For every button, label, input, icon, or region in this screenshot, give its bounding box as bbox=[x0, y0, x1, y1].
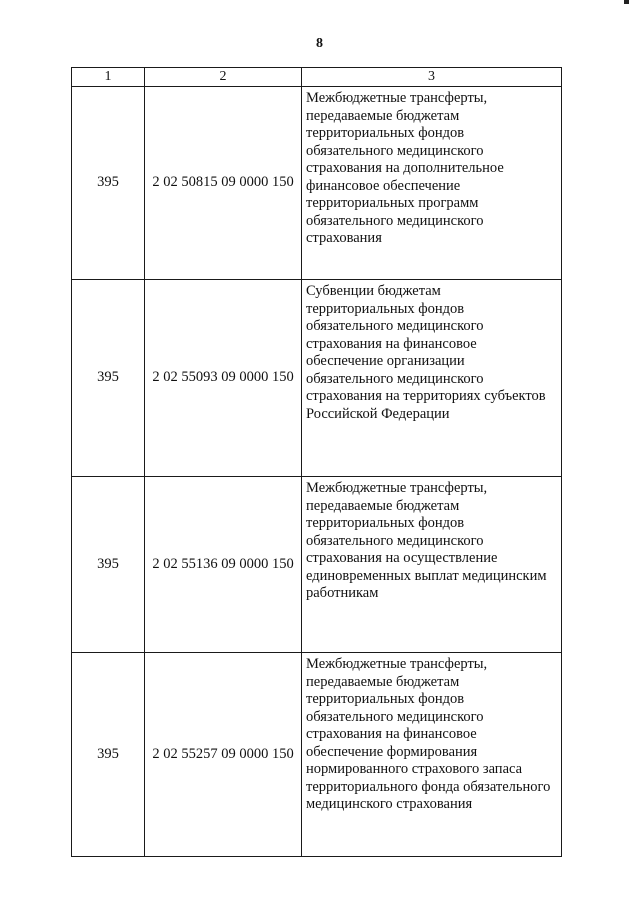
name-line: обязательного медицинского bbox=[306, 370, 484, 387]
name-line: страхования на осуществление bbox=[306, 550, 498, 566]
name-line: страхования bbox=[306, 230, 382, 246]
name-line: Межбюджетные трансферты, bbox=[306, 656, 488, 672]
table-row bbox=[72, 477, 562, 653]
name-line: финансовое обеспечение bbox=[306, 177, 461, 194]
column-number-2: 2 bbox=[145, 68, 302, 87]
name-line: обеспечение формирования bbox=[306, 743, 478, 760]
column-number-3: 3 bbox=[302, 68, 562, 87]
income-name-cell bbox=[302, 280, 562, 477]
name-line: территориальных фондов bbox=[306, 125, 465, 141]
name-line: территориального фонда обязательного bbox=[306, 778, 551, 795]
name-line: обязательного медицинского bbox=[306, 532, 484, 549]
page-number: 8 bbox=[316, 36, 323, 51]
name-line: работникам bbox=[306, 585, 379, 601]
name-line: медицинского страхования bbox=[306, 796, 473, 812]
name-line: обязательного медицинского bbox=[306, 142, 484, 159]
name-line: территориальных фондов bbox=[306, 515, 465, 531]
admin-code-cell: 395 bbox=[72, 477, 145, 653]
name-line: страхования на финансовое bbox=[306, 726, 477, 742]
name-line: единовременных выплат медицинским bbox=[306, 567, 547, 584]
name-line: страхования на финансовое bbox=[306, 335, 477, 352]
admin-code-cell: 395 bbox=[72, 653, 145, 857]
admin-code-cell: 395 bbox=[72, 280, 145, 477]
name-line: страхования на территориях субъектов bbox=[306, 388, 546, 404]
budget-classification-table bbox=[71, 67, 562, 857]
admin-code-cell: 395 bbox=[72, 87, 145, 280]
column-number-1: 1 bbox=[72, 68, 145, 87]
table-row bbox=[72, 280, 562, 477]
name-line: страхования на дополнительное bbox=[306, 160, 504, 176]
table-row bbox=[72, 87, 562, 280]
kbk-code-cell: 2 02 55093 09 0000 150 bbox=[145, 280, 302, 477]
name-line: передаваемые бюджетам bbox=[306, 107, 460, 124]
name-line: территориальных программ bbox=[306, 195, 479, 211]
name-line: Субвенции бюджетам bbox=[306, 283, 441, 299]
income-name-cell bbox=[302, 653, 562, 857]
kbk-code-cell: 2 02 55136 09 0000 150 bbox=[145, 477, 302, 653]
scan-corner-mark bbox=[624, 0, 629, 4]
name-line: Российской Федерации bbox=[306, 405, 450, 422]
name-line: обязательного медицинского bbox=[306, 708, 484, 725]
name-line: обязательного медицинского bbox=[306, 212, 484, 229]
income-name-cell bbox=[302, 477, 562, 653]
kbk-code-cell: 2 02 55257 09 0000 150 bbox=[145, 653, 302, 857]
name-line: передаваемые бюджетам bbox=[306, 673, 460, 690]
name-line: Межбюджетные трансферты, bbox=[306, 480, 488, 496]
table-row bbox=[72, 653, 562, 857]
name-line: передаваемые бюджетам bbox=[306, 497, 460, 514]
kbk-code-cell: 2 02 50815 09 0000 150 bbox=[145, 87, 302, 280]
name-line: территориальных фондов bbox=[306, 300, 465, 317]
name-line: Межбюджетные трансферты, bbox=[306, 90, 488, 106]
name-line: обязательного медицинского bbox=[306, 318, 484, 334]
name-line: нормированного страхового запаса bbox=[306, 761, 523, 777]
name-line: территориальных фондов bbox=[306, 691, 465, 707]
name-line: обеспечение организации bbox=[306, 353, 465, 369]
income-name-cell bbox=[302, 87, 562, 280]
table-header-row bbox=[72, 68, 562, 87]
